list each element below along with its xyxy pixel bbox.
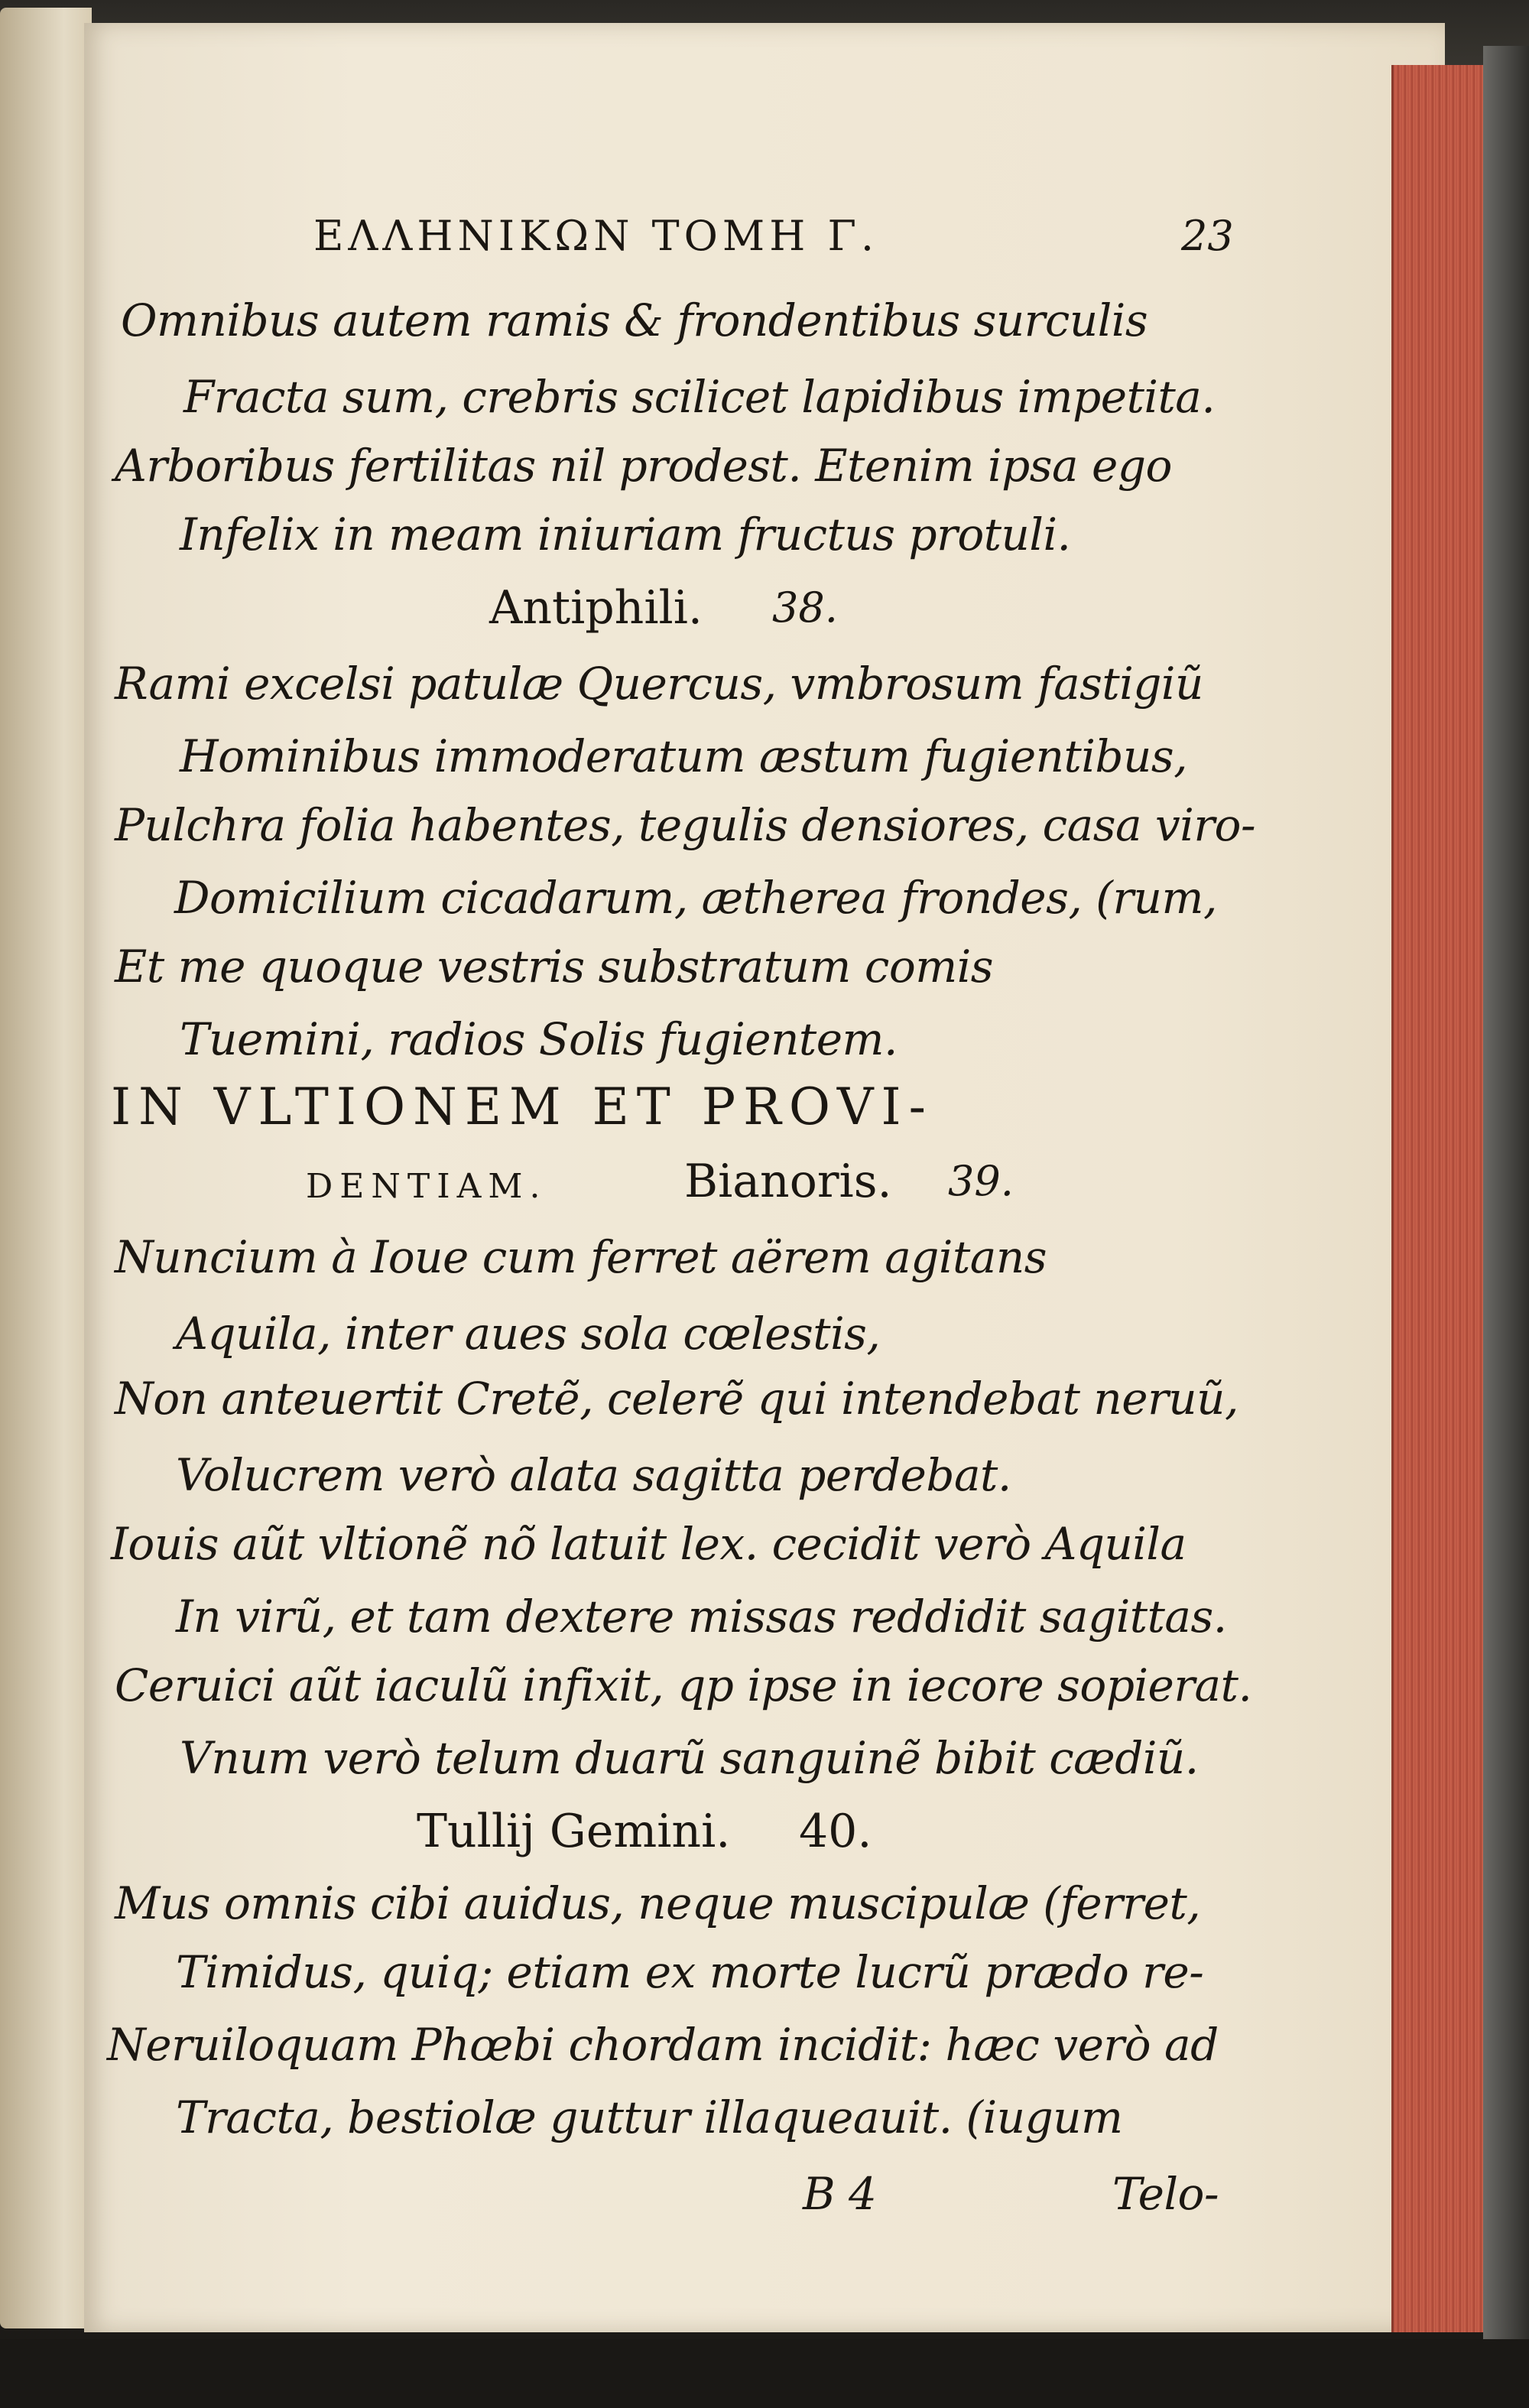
verse-line: Aquila, inter aues sola cœlestis,: [176, 1308, 881, 1360]
verse-line: Mus omnis cibi auidus, neque muscipulæ (ferret,: [115, 1877, 1201, 1929]
verse-line: Nuncium à Ioue cum ferret aërem agitans: [115, 1231, 1047, 1283]
verse-line: Infelix in meam iniuriam fructus protuli.: [180, 509, 1071, 561]
section-title: IN VLTIONEM ET PROVI-: [111, 1077, 933, 1136]
epigram-number: 39.: [948, 1157, 1014, 1205]
verse-line: Ceruici aũt iaculũ infixit, qp ipse in iecore sopierat.: [115, 1659, 1252, 1711]
epigram-author: Tullij Gemini.: [417, 1805, 731, 1858]
verse-line: Pulchra folia habentes, tegulis densiores, casa viro-: [115, 799, 1256, 851]
verse-line: Fracta sum, crebris scilicet lapidibus impetita.: [183, 371, 1216, 423]
verse-line: Volucrem verò alata sagitta perdebat.: [176, 1449, 1011, 1501]
signature-mark: B 4: [803, 2168, 877, 2220]
verse-line: Rami excelsi patulæ Quercus, vmbrosum fastigiũ: [115, 658, 1203, 710]
catchword: Telo-: [1112, 2168, 1219, 2220]
verse-line: Timidus, quiq; etiam ex morte lucrũ prædo re-: [176, 1946, 1204, 1998]
verse-line: Vnum verò telum duarũ sanguinẽ bibit cædiũ.: [180, 1732, 1199, 1784]
epigram-number: 38.: [772, 583, 838, 632]
verse-line: Arboribus fertilitas nil prodest. Etenim ipsa ego: [115, 440, 1172, 492]
verse-line: Iouis aũt vltionẽ nõ latuit lex. cecidit verò Aquila: [111, 1518, 1187, 1570]
verse-line: Omnibus autem ramis & frondentibus surculis: [121, 294, 1148, 346]
verse-line: Et me quoque vestris substratum comis: [115, 941, 994, 993]
running-title: ΕΛΛΗΝΙΚΩΝ ΤΟΜΗ Γ.: [313, 212, 879, 260]
page-number: 23: [1181, 212, 1234, 260]
epigram-number: 40.: [799, 1805, 872, 1858]
verse-line: Domicilium cicadarum, ætherea frondes, (rum,: [174, 872, 1217, 924]
verse-line: Neruiloquam Phœbi chordam incidit: hæc verò ad: [107, 2019, 1219, 2071]
verse-line: Tuemini, radios Solis fugientem.: [180, 1013, 898, 1065]
verse-line: Non anteuertit Cretẽ, celerẽ qui intendebat neruũ,: [115, 1373, 1238, 1425]
verse-line: In virũ, et tam dextere missas reddidit sagittas.: [176, 1591, 1227, 1643]
verse-line: Hominibus immoderatum æstum fugientibus,: [180, 730, 1188, 782]
section-title-continued: DENTIAM.: [306, 1167, 547, 1206]
epigram-author: Bianoris.: [684, 1155, 892, 1208]
verse-line: Tracta, bestiolæ guttur illaqueauit. (iugum: [176, 2091, 1123, 2143]
epigram-author: Antiphili.: [489, 581, 703, 635]
